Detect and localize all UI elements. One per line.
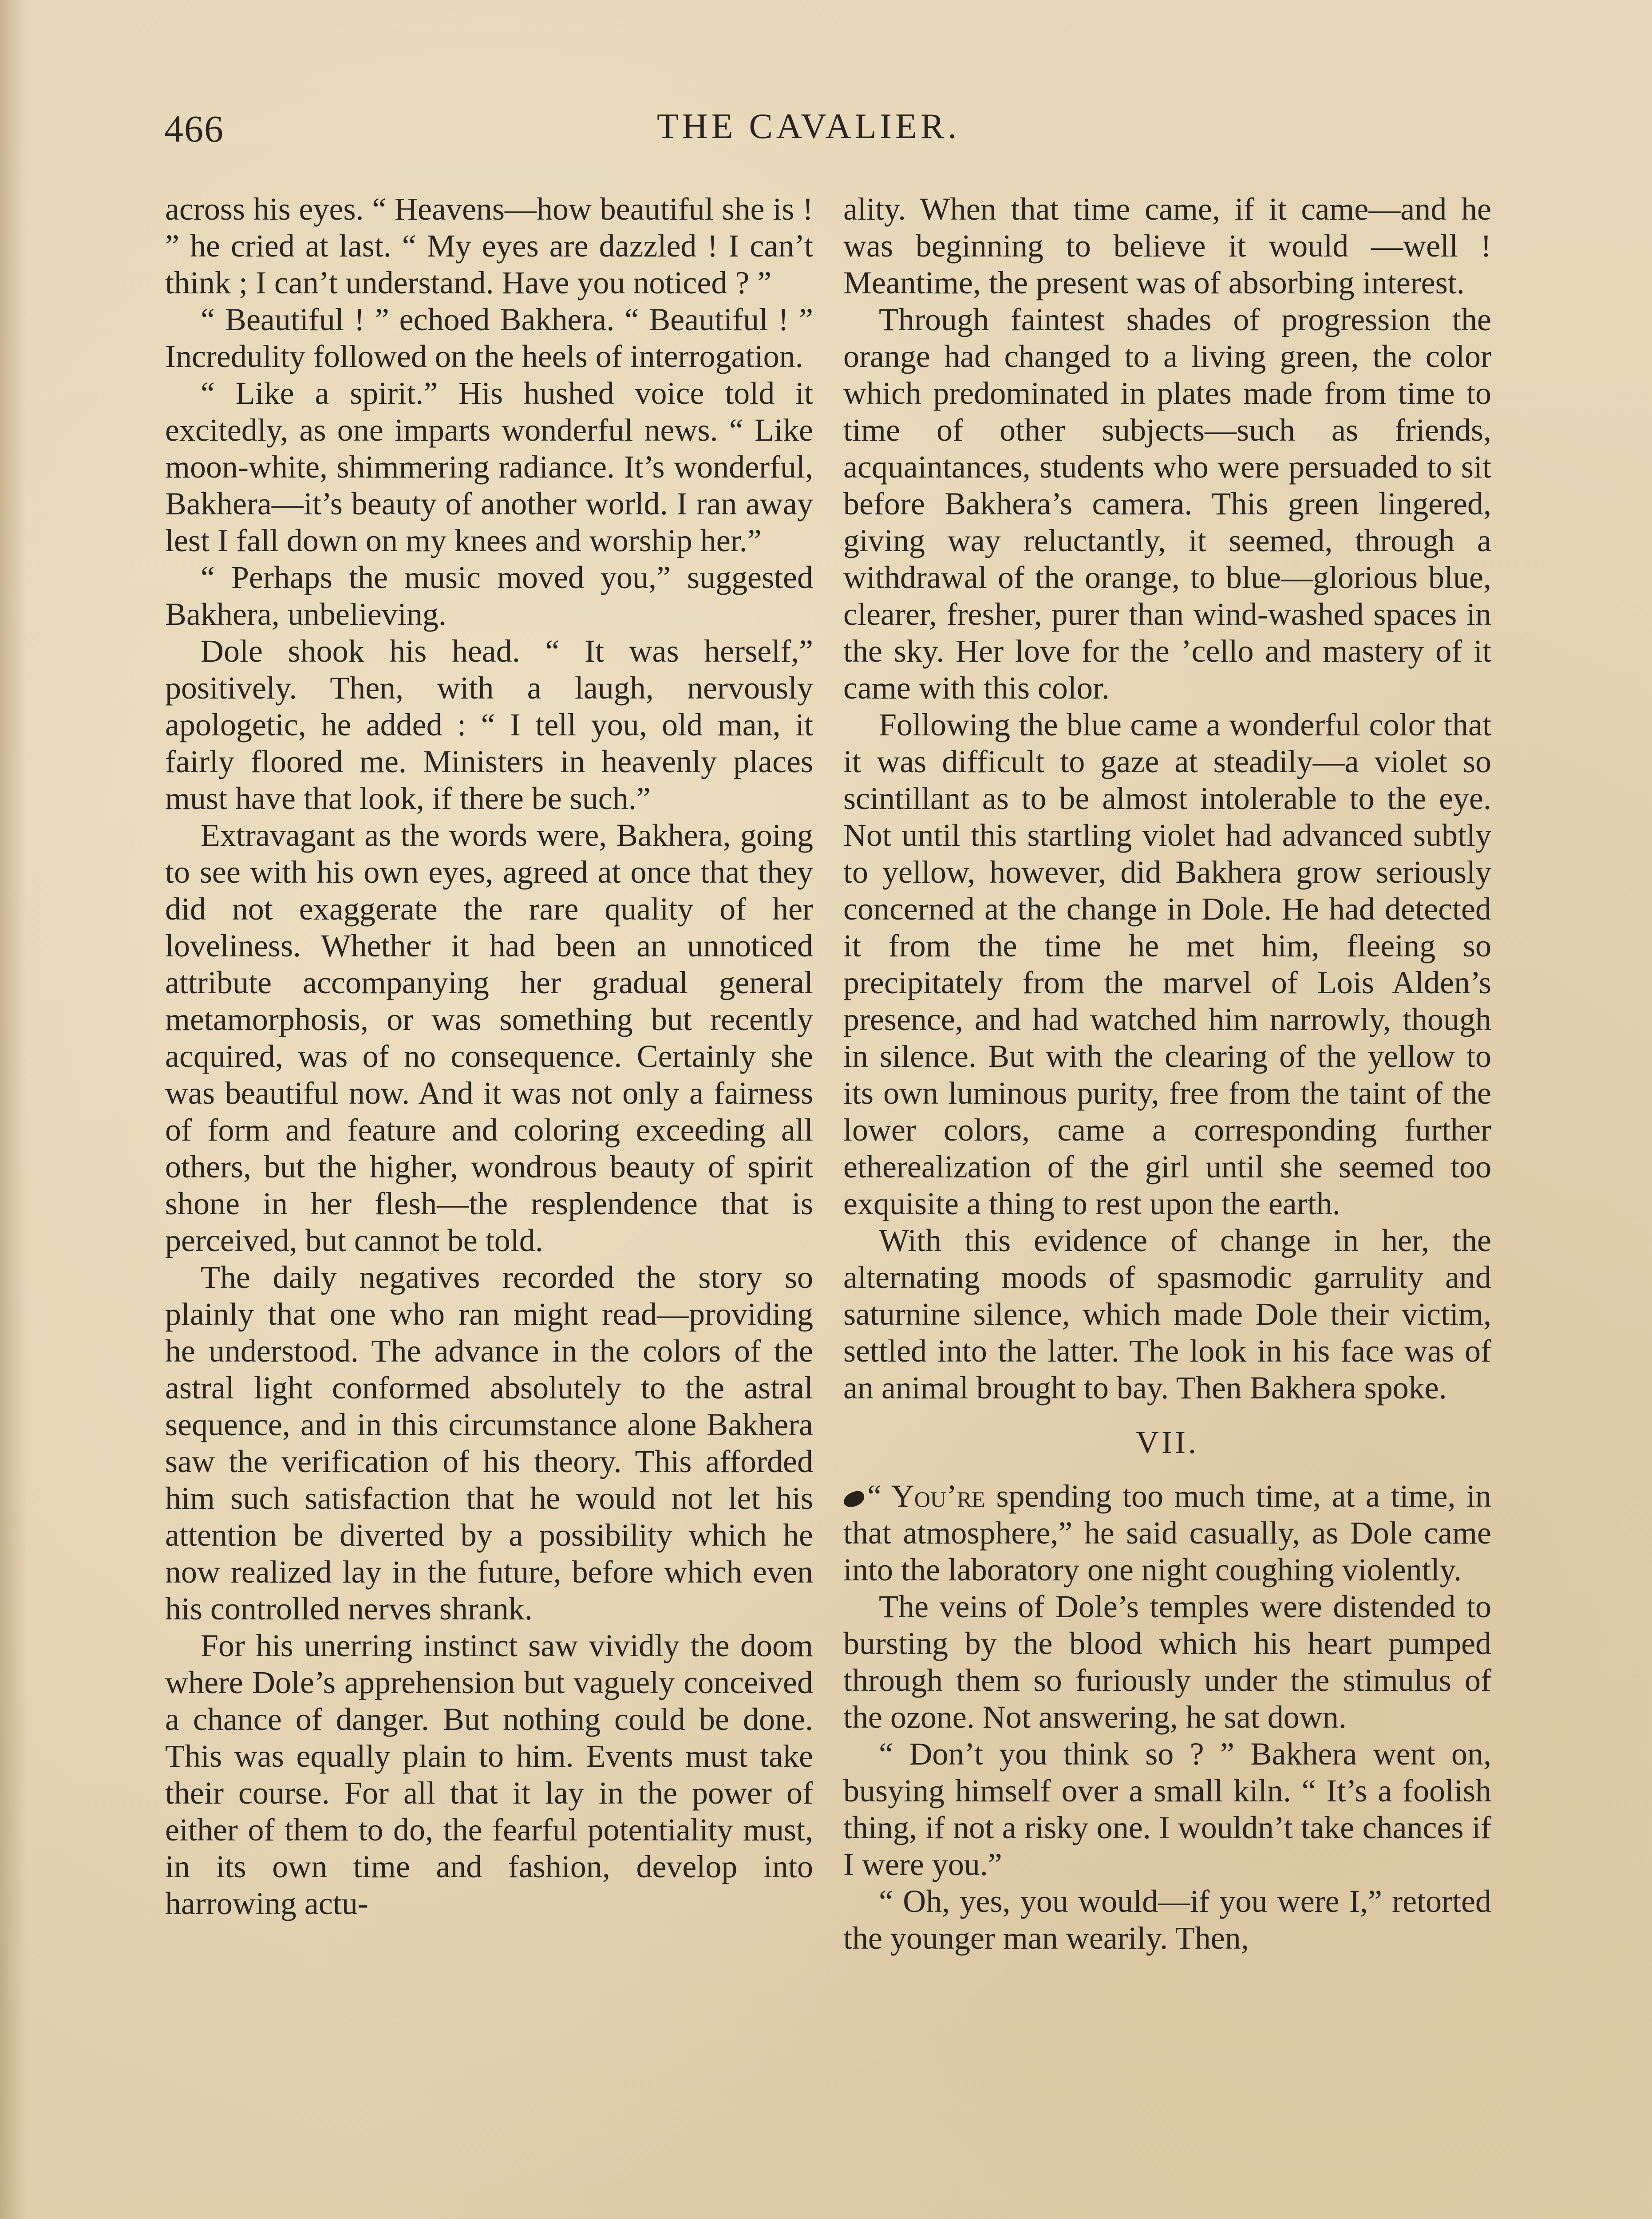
paragraph: Extravagant as the words were, Bakhera, going to see with his own eyes, agreed at once that they did not exaggerate the rare quality of her loveliness. Whether it had been an unnoticed attribute accompanying her gradual general metamorphosis, or was something but recently acquired, was of no consequence. Certainly she was beautiful now. And it was not only a fairness of form and feature and coloring exceeding all others, but the higher, wondrous beauty of spirit shone in her flesh—the resplendence that is perceived, but cannot be told. [165,817,813,1258]
chapter-heading: VII. [1136,1425,1199,1460]
paragraph: With this evidence of change in her, the alternating moods of spasmodic garrulity and saturnine silence, which made Dole their victim, settled into the latter. The look in his face was of an animal brought to bay. Then Bakhera spoke. [843,1223,1491,1406]
paragraph: “ Don’t you think so ? ” Bakhera went on, busying himself over a small kiln. “ It’s a foolish thing, if not a risky one. I wouldn’t take chances if I were you.” [843,1736,1491,1882]
paragraph: The daily negatives recorded the story so plainly that one who ran might read—providing he understood. The advance in the colors of the astral light conformed absolutely to the astral sequence, and in this circumstance alone Bakhera saw the verification of his theory. This afforded him such satisfaction that he would not let his attention be diverted by a possibility which he now realized lay in the future, before which even his controlled nerves shrank. [165,1260,813,1627]
paragraph: Following the blue came a wonderful color that it was difficult to gaze at steadily—a violet so scintillant as to be almost intolerable to the eye. Not until this startling violet had advanced subtly to yellow, however, did Bakhera grow seriously concerned at the change in Dole. He had detected it from the time he met him, fleeing so precipitately from the marvel of Lois Alden’s presence, and had watched him narrowly, though in silence. But with the clearing of the yellow to its own luminous purity, free from the taint of the lower colors, came a corresponding further etherealization of the girl until she seemed too exquisite a thing to rest upon the earth. [843,707,1491,1221]
opening-small-caps: “ You’re [867,1478,985,1514]
ink-blot-icon [842,1489,866,1509]
opening-text: spending too much time, at a time, in that atmosphere,” he said casually, as Dole came into the laboratory one night coughing violently. [843,1478,1491,1587]
paragraph: For his unerring instinct saw vividly the doom where Dole’s apprehension but vaguely conceived a chance of danger. But nothing could be done. This was equally plain to him. Events must take their course. For all that it lay in the power of either of them to do, the fearful potentiality must, in its own time and fashion, develop into harrowing actu- [165,1628,813,1921]
running-title: THE CAVALIER. [657,107,960,146]
paragraph: ality. When that time came, if it came—and he was beginning to believe it would —well ! Meantime, the present was of absorbing interest. [843,191,1491,300]
page-edge-shadow [0,0,27,2219]
right-column [843,191,1491,1957]
left-column [165,191,813,1922]
chapter-opening-paragraph [843,1478,1491,1588]
page-number: 466 [164,107,224,150]
paragraph: “ Oh, yes, you would—if you were I,” retorted the younger man wearily. Then, [843,1883,1491,1956]
page-header [164,107,1496,160]
paragraph: “ Like a spirit.” His hushed voice told it excitedly, as one imparts wonderful news. “ Like moon-white, shimmering radiance. It’s wonderful, Bakhera—it’s beauty of another world. I ran away lest I fall down on my knees and worship her.” [165,375,813,558]
paragraph: The veins of Dole’s temples were distended to bursting by the blood which his heart pumped through them so furiously under the stimulus of the ozone. Not answering, he sat down. [843,1589,1491,1735]
paragraph: Dole shook his head. “ It was herself,” positively. Then, with a laugh, nervously apologetic, he added : “ I tell you, old man, it fairly floored me. Ministers in heavenly places must have that look, if there be such.” [165,633,813,816]
paragraph: “ Beautiful ! ” echoed Bakhera. “ Beautiful ! ” Incredulity followed on the heels of interrogation. [165,302,813,374]
paragraph: “ Perhaps the music moved you,” suggested Bakhera, unbelieving. [165,560,813,632]
paragraph: across his eyes. “ Heavens—how beautiful she is ! ” he cried at last. “ My eyes are dazzled ! I can’t think ; I can’t understand. Have you noticed ? ” [165,191,813,300]
paragraph: Through faintest shades of progression the orange had changed to a living green, the color which predominated in plates made from time to time of other subjects—such as friends, acquaintances, students who were persuaded to sit before Bakhera’s camera. This green lingered, giving way reluctantly, it seemed, through a withdrawal of the orange, to blue—glorious blue, clearer, fresher, purer than wind-washed spaces in the sky. Her love for the ’cello and mastery of it came with this color. [843,302,1491,706]
